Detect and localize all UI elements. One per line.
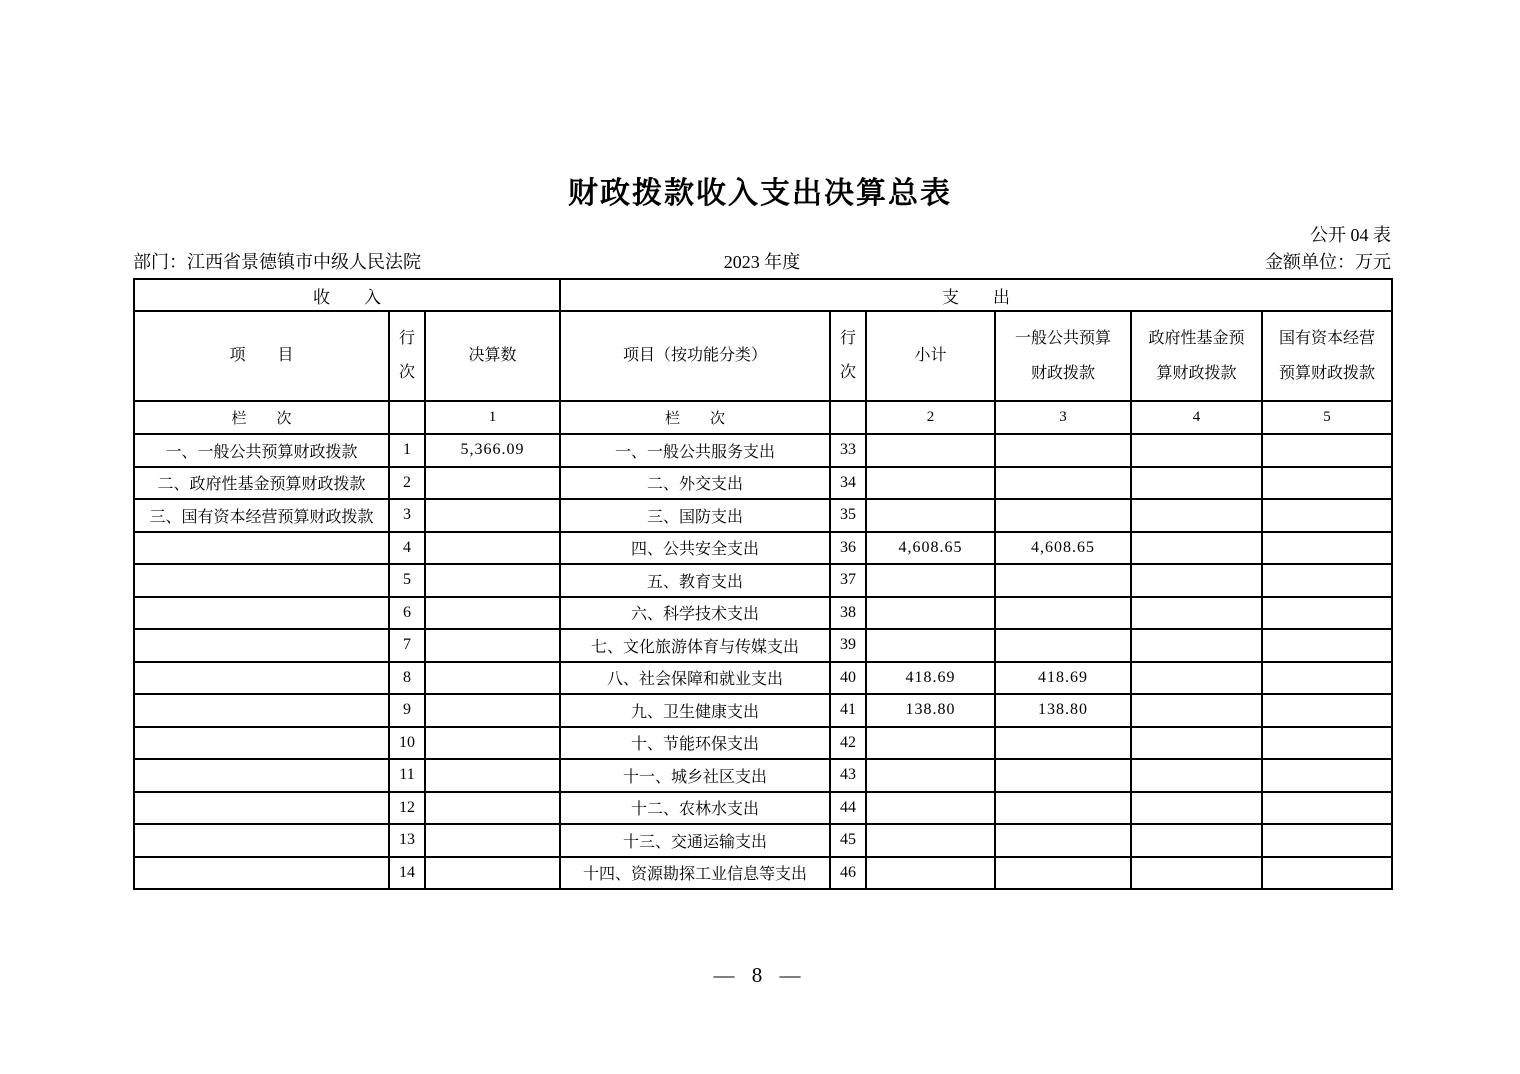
exp-item-cell: 十二、农林水支出	[560, 792, 830, 825]
exp-item-cell: 三、国防支出	[560, 499, 830, 532]
col-header-final-figure: 决算数	[425, 311, 560, 401]
table-row	[134, 467, 1392, 500]
gov-fund-cell	[1131, 857, 1262, 890]
exp-line-cell: 38	[830, 597, 866, 630]
state-capital-cell	[1262, 564, 1392, 597]
income-line-cell: 6	[389, 597, 425, 630]
income-amount-cell: 5,366.09	[425, 434, 560, 467]
col-header-state-capital-budget: 国有资本经营预算财政拨款	[1262, 311, 1392, 401]
exp-item-cell: 四、公共安全支出	[560, 532, 830, 565]
subtotal-cell	[866, 434, 995, 467]
subtotal-cell	[866, 727, 995, 760]
income-amount-cell	[425, 532, 560, 565]
column-index-label-exp: 栏 次	[560, 401, 830, 434]
exp-line-cell: 40	[830, 662, 866, 695]
income-amount-cell	[425, 597, 560, 630]
state-capital-cell	[1262, 532, 1392, 565]
exp-line-cell: 34	[830, 467, 866, 500]
exp-line-cell: 33	[830, 434, 866, 467]
gov-fund-cell	[1131, 727, 1262, 760]
page-number: — 8 —	[713, 963, 807, 987]
gov-fund-cell	[1131, 694, 1262, 727]
table-body	[134, 434, 1392, 889]
income-item-cell	[134, 792, 389, 825]
income-section-header: 收 入	[134, 279, 560, 311]
gov-fund-cell	[1131, 467, 1262, 500]
exp-item-cell: 五、教育支出	[560, 564, 830, 597]
exp-line-cell: 44	[830, 792, 866, 825]
income-line-cell: 3	[389, 499, 425, 532]
column-index-5: 5	[1262, 401, 1392, 434]
exp-item-cell: 十四、资源勘探工业信息等支出	[560, 857, 830, 890]
general-budget-cell	[995, 824, 1131, 857]
gov-fund-cell	[1131, 434, 1262, 467]
general-budget-cell	[995, 467, 1131, 500]
income-line-cell: 9	[389, 694, 425, 727]
income-item-cell	[134, 629, 389, 662]
income-item-cell	[134, 662, 389, 695]
col-header-income-item: 项 目	[134, 311, 389, 401]
income-amount-cell	[425, 564, 560, 597]
subtotal-cell	[866, 792, 995, 825]
subtotal-cell	[866, 564, 995, 597]
meta-row	[133, 248, 1391, 272]
income-amount-cell	[425, 792, 560, 825]
subtotal-cell	[866, 759, 995, 792]
table-row	[134, 532, 1392, 565]
state-capital-cell	[1262, 694, 1392, 727]
table-row	[134, 727, 1392, 760]
exp-line-cell: 37	[830, 564, 866, 597]
gov-fund-cell	[1131, 759, 1262, 792]
subtotal-cell: 4,608.65	[866, 532, 995, 565]
general-budget-cell	[995, 499, 1131, 532]
col-header-subtotal: 小计	[866, 311, 995, 401]
income-item-cell: 二、政府性基金预算财政拨款	[134, 467, 389, 500]
income-amount-cell	[425, 467, 560, 500]
state-capital-cell	[1262, 629, 1392, 662]
general-budget-cell: 4,608.65	[995, 532, 1131, 565]
state-capital-cell	[1262, 759, 1392, 792]
exp-line-cell: 43	[830, 759, 866, 792]
exp-item-cell: 十、节能环保支出	[560, 727, 830, 760]
exp-line-cell: 45	[830, 824, 866, 857]
column-index-3: 3	[995, 401, 1131, 434]
year-label: 2023 年度	[723, 252, 801, 272]
income-amount-cell	[425, 694, 560, 727]
subtotal-cell	[866, 597, 995, 630]
exp-item-cell: 十三、交通运输支出	[560, 824, 830, 857]
state-capital-cell	[1262, 727, 1392, 760]
income-line-cell: 1	[389, 434, 425, 467]
exp-line-cell: 36	[830, 532, 866, 565]
exp-item-cell: 十一、城乡社区支出	[560, 759, 830, 792]
state-capital-cell	[1262, 434, 1392, 467]
state-capital-cell	[1262, 792, 1392, 825]
gov-fund-cell	[1131, 662, 1262, 695]
col-header-row-no-exp	[830, 311, 866, 401]
exp-item-cell: 九、卫生健康支出	[560, 694, 830, 727]
income-item-cell	[134, 597, 389, 630]
gov-fund-cell	[1131, 792, 1262, 825]
exp-item-cell: 二、外交支出	[560, 467, 830, 500]
income-amount-cell	[425, 759, 560, 792]
gov-fund-cell	[1131, 597, 1262, 630]
income-item-cell	[134, 564, 389, 597]
subtotal-cell	[866, 629, 995, 662]
column-index-4: 4	[1131, 401, 1262, 434]
page-title: 财政拨款收入支出决算总表	[568, 177, 952, 210]
exp-line-cell: 42	[830, 727, 866, 760]
general-budget-cell	[995, 792, 1131, 825]
income-line-cell: 13	[389, 824, 425, 857]
income-item-cell	[134, 727, 389, 760]
income-line-cell: 12	[389, 792, 425, 825]
income-amount-cell	[425, 629, 560, 662]
column-index-2: 2	[866, 401, 995, 434]
table-row	[134, 564, 1392, 597]
subtotal-cell: 418.69	[866, 662, 995, 695]
state-capital-cell	[1262, 597, 1392, 630]
col-header-gov-fund-budget: 政府性基金预算财政拨款	[1131, 311, 1262, 401]
section-header-row	[134, 279, 1392, 311]
subtotal-cell	[866, 824, 995, 857]
subtotal-cell	[866, 467, 995, 500]
state-capital-cell	[1262, 662, 1392, 695]
income-item-cell	[134, 857, 389, 890]
fiscal-summary-table	[133, 278, 1393, 890]
general-budget-cell	[995, 759, 1131, 792]
general-budget-cell: 138.80	[995, 694, 1131, 727]
exp-item-cell: 一、一般公共服务支出	[560, 434, 830, 467]
column-header-row	[134, 311, 1392, 401]
income-item-cell	[134, 694, 389, 727]
state-capital-cell	[1262, 467, 1392, 500]
table-row	[134, 434, 1392, 467]
income-line-cell: 8	[389, 662, 425, 695]
income-item-cell: 三、国有资本经营预算财政拨款	[134, 499, 389, 532]
income-item-cell: 一、一般公共预算财政拨款	[134, 434, 389, 467]
exp-line-cell: 41	[830, 694, 866, 727]
gov-fund-cell	[1131, 564, 1262, 597]
general-budget-cell	[995, 597, 1131, 630]
column-index-row	[134, 401, 1392, 434]
department-label: 部门：江西省景德镇市中级人民法院	[133, 252, 421, 272]
table-code-label: 公开 04 表	[1310, 225, 1391, 245]
income-amount-cell	[425, 662, 560, 695]
income-amount-cell	[425, 824, 560, 857]
column-index-blank-income	[389, 401, 425, 434]
table-row	[134, 792, 1392, 825]
income-item-cell	[134, 759, 389, 792]
gov-fund-cell	[1131, 532, 1262, 565]
exp-line-cell: 39	[830, 629, 866, 662]
col-header-row-no-income	[389, 311, 425, 401]
income-line-cell: 7	[389, 629, 425, 662]
exp-line-cell: 46	[830, 857, 866, 890]
income-amount-cell	[425, 499, 560, 532]
exp-item-cell: 七、文化旅游体育与传媒支出	[560, 629, 830, 662]
table-row	[134, 597, 1392, 630]
gov-fund-cell	[1131, 824, 1262, 857]
table-row	[134, 694, 1392, 727]
subtotal-cell	[866, 499, 995, 532]
subtotal-cell: 138.80	[866, 694, 995, 727]
column-index-blank-exp	[830, 401, 866, 434]
income-item-cell	[134, 824, 389, 857]
exp-item-cell: 六、科学技术支出	[560, 597, 830, 630]
income-line-cell: 2	[389, 467, 425, 500]
general-budget-cell	[995, 629, 1131, 662]
gov-fund-cell	[1131, 499, 1262, 532]
exp-line-cell: 35	[830, 499, 866, 532]
state-capital-cell	[1262, 857, 1392, 890]
col-header-general-public-budget: 一般公共预算财政拨款	[995, 311, 1131, 401]
general-budget-cell	[995, 857, 1131, 890]
table-row	[134, 759, 1392, 792]
state-capital-cell	[1262, 499, 1392, 532]
exp-item-cell: 八、社会保障和就业支出	[560, 662, 830, 695]
row-no-vertical-label: 行次	[398, 330, 415, 381]
income-amount-cell	[425, 727, 560, 760]
state-capital-cell	[1262, 824, 1392, 857]
general-budget-cell	[995, 727, 1131, 760]
gov-fund-cell	[1131, 629, 1262, 662]
unit-label: 金额单位：万元	[1265, 252, 1391, 272]
table-row	[134, 857, 1392, 890]
table-row	[134, 662, 1392, 695]
income-item-cell	[134, 532, 389, 565]
table-row	[134, 824, 1392, 857]
column-index-label-income: 栏 次	[134, 401, 389, 434]
general-budget-cell	[995, 434, 1131, 467]
general-budget-cell: 418.69	[995, 662, 1131, 695]
col-header-exp-item: 项目（按功能分类）	[560, 311, 830, 401]
general-budget-cell	[995, 564, 1131, 597]
subtotal-cell	[866, 857, 995, 890]
income-line-cell: 11	[389, 759, 425, 792]
column-index-1: 1	[425, 401, 560, 434]
income-line-cell: 10	[389, 727, 425, 760]
income-line-cell: 5	[389, 564, 425, 597]
income-line-cell: 14	[389, 857, 425, 890]
table-row	[134, 629, 1392, 662]
table-row	[134, 499, 1392, 532]
income-line-cell: 4	[389, 532, 425, 565]
row-no-vertical-label: 行次	[840, 330, 857, 381]
income-amount-cell	[425, 857, 560, 890]
expenditure-section-header: 支 出	[560, 279, 1392, 311]
